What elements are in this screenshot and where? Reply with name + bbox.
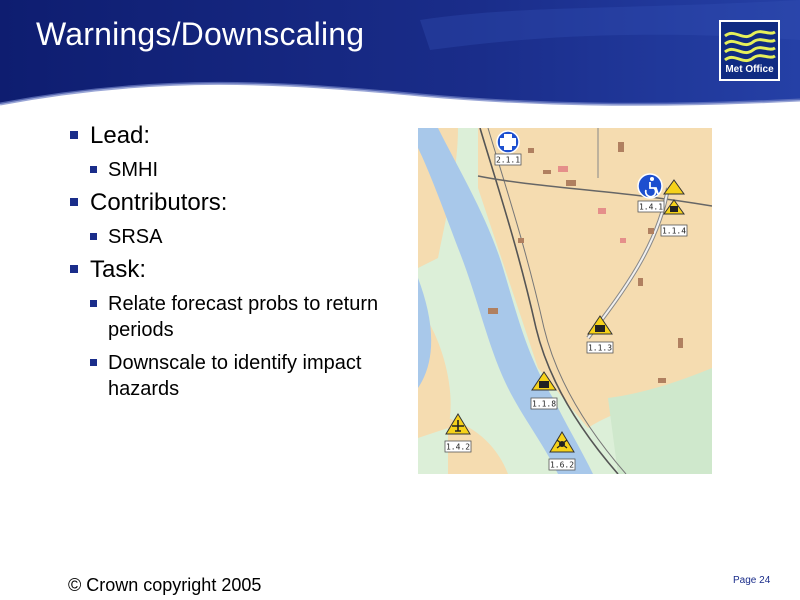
page-number: Page 24 <box>733 575 771 586</box>
sub-bullet-smhi: SMHI <box>70 157 400 183</box>
marker-code: 1.1.3 <box>587 343 613 353</box>
copyright-footer: © Crown copyright 2005 <box>68 575 262 595</box>
marker-code: 1.1.4 <box>661 226 687 236</box>
marker-1-4-1 <box>638 174 664 212</box>
marker-code: 1.4.1 <box>638 202 664 212</box>
marker-code: 1.6.2 <box>549 460 575 470</box>
sub-bullet-downscale: Downscale to identify impact hazards <box>70 350 400 402</box>
slide-title: Warnings/Downscaling <box>36 16 365 52</box>
marker-code: 1.1.8 <box>531 399 557 409</box>
logo-text: Met Office <box>725 64 774 75</box>
bullet-contributors: Contributors: <box>70 188 400 217</box>
met-office-logo <box>719 20 780 81</box>
marker-code: 2.1.1 <box>495 155 521 165</box>
bullet-task: Task: <box>70 255 400 284</box>
bullet-list <box>70 116 400 402</box>
sub-bullet-srsa: SRSA <box>70 224 400 250</box>
marker-code: 1.4.2 <box>445 442 471 452</box>
marker-2-1-1 <box>495 131 521 165</box>
bullet-lead: Lead: <box>70 121 400 150</box>
hazard-map <box>418 128 712 474</box>
wave-logo-icon <box>721 26 778 66</box>
sub-bullet-relate: Relate forecast probs to return periods <box>70 291 400 343</box>
